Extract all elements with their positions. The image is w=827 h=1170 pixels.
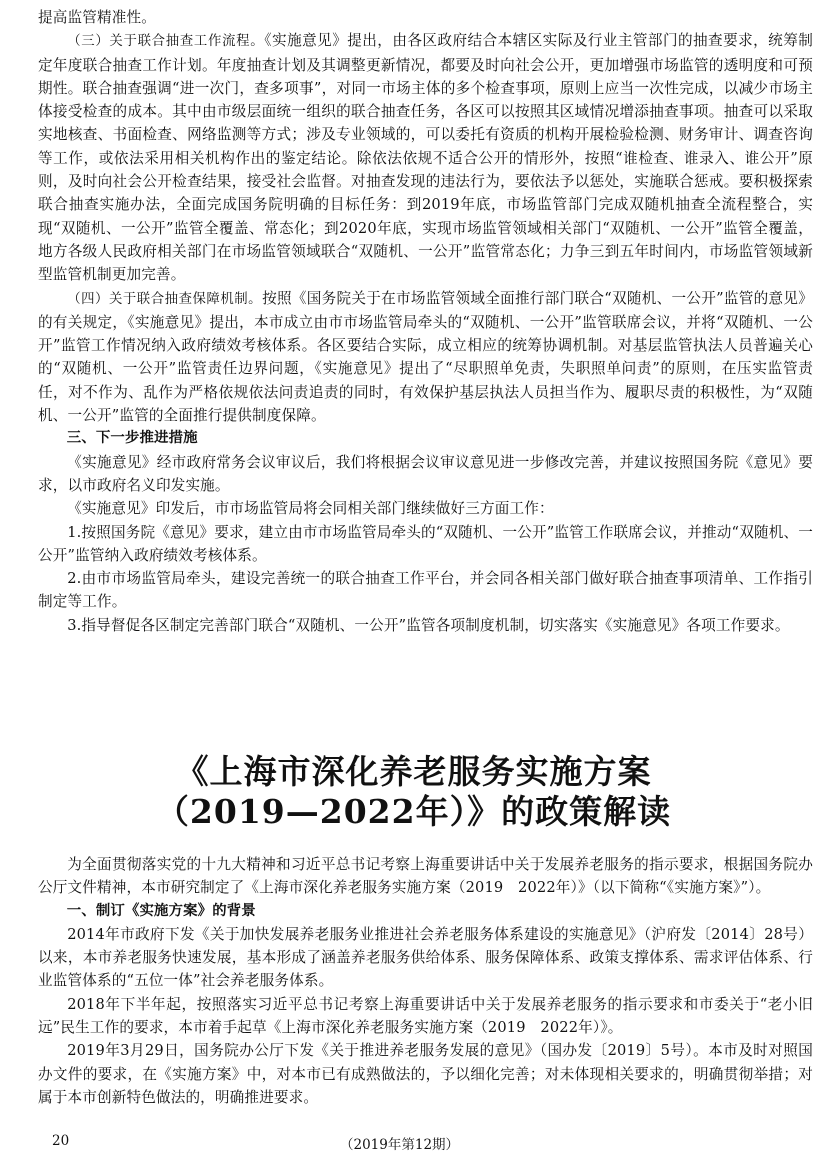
section-four-heading: （四）关于联合抽查保障机制。 [67, 291, 263, 307]
paragraph: 《实施意见》经市政府常务会议审议后，我们将根据会议审议意见进一步修改完善，并建议按照国务院《意见》要求，以市政府名义印发实施。 [38, 453, 813, 494]
list-item: 3.指导督促各区制定完善部门联合“双随机、一公开”监管各项制度机制，切实落实《实施意见》各项工作要求。 [67, 616, 790, 634]
section-three-paragraph [38, 29, 813, 286]
paragraph: 《实施意见》印发后，市市场监管局将会同相关部门继续做好三方面工作： [67, 500, 554, 518]
paragraph: 2019年3月29日，国务院办公厅下发《关于推进养老服务发展的意见》（国办发〔2019〕5号）。本市及时对照国办文件的要求，在《实施方案》中，对本市已有成熟做法的，予以细化完善；对未体现相关要求的，明确贯彻举措；对属于本市创新特色做法的，明确推进要求。 [38, 1042, 813, 1106]
section-four-paragraph [38, 287, 813, 428]
issue-info: （2019年第12期） [340, 1137, 460, 1153]
section-three-heading: （三）关于联合抽查工作流程。 [67, 34, 265, 50]
article-body [38, 853, 813, 1109]
intro-paragraph: 为全面贯彻落实党的十九大精神和习近平总书记考察上海重要讲话中关于发展养老服务的指示要求，根据国务院办公厅文件精神，本市研究制定了《上海市深化养老服务实施方案（2019 2022年）》（以下简称“《实施方案》”）。 [38, 856, 813, 897]
article-title-line-1: 《上海市深化养老服务实施方案 [175, 752, 652, 791]
section-three-body: 《实施意见》提出，由各区政府结合本辖区实际及行业主管部门的抽查要求，统筹制定年度联合抽查工作计划。年度抽查计划及其调整更新情况，都要及时向社会公开，更加增强市场监管的透明度和可预期性。联合抽查强调“进一次门，查多项事”，对同一市场主体的多个检查事项，原则上应当一次性完成，以减少市场主体接受检查的成本。其中由市级层面统一组织的联合抽查任务，各区可以按照其区域情况增添抽查事项。抽查可以采取实地核查、书面检查、网络监测等方式；涉及专业领域的，可以委托有资质的机构开展检验检测、财务审计、调查咨询等工作，或依法采用相关机构作出的鉴定结论。除依法依规不适合公开的情形外，按照“谁检查、谁录入、谁公开”原则，及时向社会公开检查结果，接受社会监督。对抽查发现的违法行为，要依法予以惩处，实施联合惩戒。要积极探索联合抽查实施办法，全面完成国务院明确的目标任务：到2019年底，市场监管部门完成双随机抽查全流程整合，实现“双随机、一公开”监管全覆盖、常态化；到2020年底，实现市场监管领域相关部门“双随机、一公开”监管全覆盖，地方各级人民政府相关部门在市场监管领域联合“双随机、一公开”监管常态化；力争三到五年时间内，市场监管领域新型监管机制更加完善。 [38, 32, 813, 284]
page-number: 20 [52, 1133, 70, 1149]
paragraph: 2018年下半年起，按照落实习近平总书记考察上海重要讲话中关于发展养老服务的指示要求和市委关于“老小旧远”民生工作的要求，本市着手起草《上海市深化养老服务实施方案（2019 2022年）》。 [38, 995, 813, 1037]
next-steps-heading: 三、下一步推进措施 [66, 430, 198, 447]
paragraph: 2014年市政府下发《关于加快发展养老服务业推进社会养老服务体系建设的实施意见》（沪府发〔2014〕28号）以来，本市养老服务快速发展，基本形成了涵盖养老服务供给体系、服务保障体系、政策支撑体系、需求评估体系、行业监管体系的“五位一体”社会养老服务体系。 [38, 925, 813, 990]
paragraph: 提高监管精准性。 [38, 9, 156, 26]
article-title-line-2: （2019—2022年）》的政策解读 [155, 792, 672, 831]
background-heading: 一、制订《实施方案》的背景 [66, 902, 256, 919]
section-four-body: 按照《国务院关于在市场监管领域全面推行部门联合“双随机、一公开”监管的意见》的有关规定，《实施意见》提出，本市成立由市市场监管局牵头的“双随机、一公开”监管联席会议，并将“双随机、一公开”监管工作情况纳入政府绩效考核体系。各区要结合实际，成立相应的统筹协调机制。对基层监管执法人员普遍关心的“双随机、一公开”监管责任边界问题，《实施意见》提出了“尽职照单免责，失职照单问责”的原则，在压实监管责任，对不作为、乱作为严格依规依法问责追责的同时，有效保护基层执法人员担当作为、履职尽责的积极性，为“双随机、一公开”监管的全面推行提供制度保障。 [38, 289, 813, 425]
list-item: 2.由市市场监管局牵头，建设完善统一的联合抽查工作平台，并会同各相关部门做好联合抽查事项清单、工作指引制定等工作。 [38, 570, 813, 611]
article-title [0, 752, 827, 832]
list-item: 1.按照国务院《意见》要求，建立由市市场监管局牵头的“双随机、一公开”监管工作联席会议，并推动“双随机、一公开”监管纳入政府绩效考核体系。 [38, 523, 813, 564]
upper-article-continuation [38, 6, 813, 637]
